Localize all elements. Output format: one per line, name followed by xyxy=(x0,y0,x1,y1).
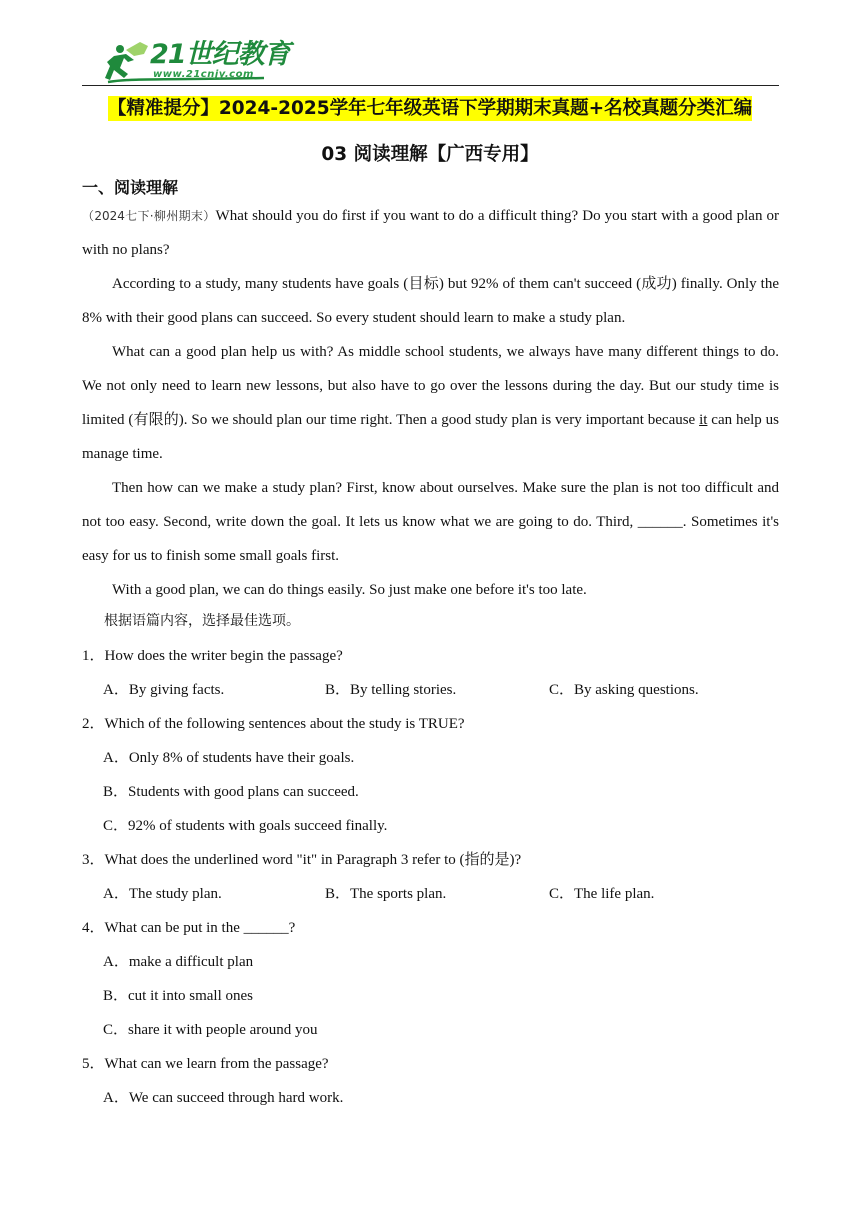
option-a: A．make a difficult plan xyxy=(103,954,254,970)
passage-paragraph-2: According to a study, many students have goals (目标) but 92% of them can't succeed (成功) finally. Only the 8% with their good plans can succeed. So every student should learn to make a study plan. xyxy=(82,276,779,326)
option-row xyxy=(82,877,779,911)
paragraph-3-text-before: What can a good plan help us with? As middle school students, we always have many different things to do. We not only need to learn new lessons, but also have to go over the lessons during the day. But our study time is limited (有限的). So we should plan our time right. Then a good study plan is very important because xyxy=(82,344,779,428)
option-a: A．By giving facts. xyxy=(103,682,225,698)
paragraph-1-text: What should you do first if you want to do a difficult thing? Do you start with a good plan or with no plans? xyxy=(82,208,780,258)
option-row xyxy=(82,673,779,707)
document-title xyxy=(0,95,860,123)
underlined-word: it xyxy=(699,412,708,428)
logo-url: www.21cnjy.com xyxy=(153,69,254,80)
paragraph-3-text-after: can help us manage time. xyxy=(82,412,780,462)
question-list xyxy=(82,639,779,1115)
question-stem: 5．What can we learn from the passage? xyxy=(82,1056,329,1072)
option-a: A．The study plan. xyxy=(103,886,222,902)
question-stem: 2．Which of the following sentences about the study is TRUE? xyxy=(82,716,465,732)
option-b: B．By telling stories. xyxy=(325,682,457,698)
option-b: B．cut it into small ones xyxy=(103,988,253,1004)
option-c: C．share it with people around you xyxy=(103,1022,318,1038)
logo-text: 21世纪教育 xyxy=(150,39,290,70)
question-stem: 1．How does the writer begin the passage? xyxy=(82,648,343,664)
option-b: B．Students with good plans can succeed. xyxy=(103,784,359,800)
reading-passage xyxy=(82,199,779,607)
title-highlight: 【精准提分】2024-2025学年七年级英语下学期期末真题+名校真题分类汇编 xyxy=(107,98,753,119)
option-c: C．By asking questions. xyxy=(549,682,699,698)
passage-paragraph-3 xyxy=(82,335,779,471)
question-instruction: 根据语篇内容，选择最佳选项。 xyxy=(104,613,300,629)
passage-paragraph-4: Then how can we make a study plan? First, know about ourselves. Make sure the plan is not too difficult and not too easy. Second, write down the goal. It lets us know what we are going to do. Third, ______. Sometimes it's easy for us to finish some small goals first. xyxy=(82,480,779,564)
option-c: C．The life plan. xyxy=(549,886,655,902)
question-stem: 3．What does the underlined word "it" in Paragraph 3 refer to (指的是)? xyxy=(82,852,522,868)
passage-paragraph-5: With a good plan, we can do things easily. So just make one before it's too late. xyxy=(112,582,587,598)
option-b: B．The sports plan. xyxy=(325,886,447,902)
option-c: C．92% of students with goals succeed finally. xyxy=(103,818,388,834)
section-heading: 一、阅读理解 xyxy=(82,178,179,197)
document-subtitle: 03 阅读理解【广西专用】 xyxy=(321,144,539,165)
header-divider xyxy=(82,85,779,86)
question-stem: 4．What can be put in the ______? xyxy=(82,920,296,936)
passage-source: （2024七下·柳州期末） xyxy=(82,209,216,223)
option-a: A．We can succeed through hard work. xyxy=(103,1090,344,1106)
passage-paragraph-1 xyxy=(82,199,779,267)
option-a: A．Only 8% of students have their goals. xyxy=(103,750,355,766)
